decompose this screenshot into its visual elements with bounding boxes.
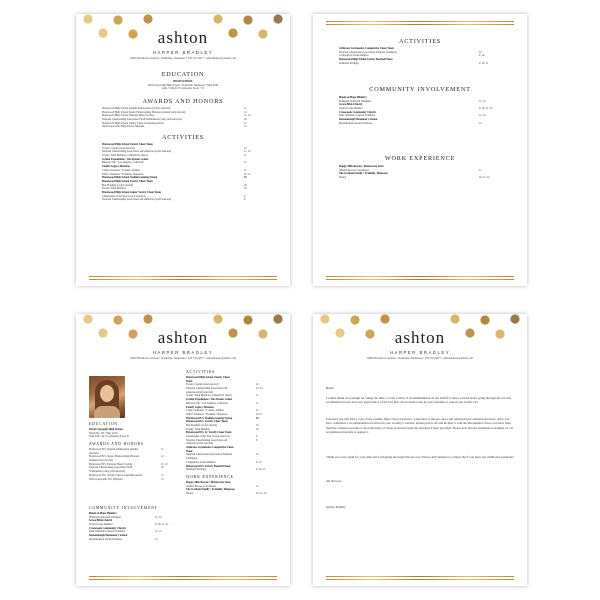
line-text: Grace Bible Church	[339, 103, 363, 107]
letter-name: ashton	[394, 328, 446, 347]
grade-years: 11	[161, 473, 164, 477]
line-text: Crossroads Community Church	[89, 526, 126, 530]
line-text: GPA • 3.96 ACT Composite Score • 31	[162, 87, 204, 91]
line-text: Brentwood H.S. Jr. Varsity Cheer Team	[186, 431, 232, 435]
grade-years: 10, 11	[244, 172, 251, 176]
line-text: Kids Children's Church Volunteer	[89, 530, 126, 534]
letter-signature: Ashton Bradley	[326, 505, 346, 509]
grade-years: 10	[256, 453, 259, 457]
line-text: Brentwood H.S. Varsity Cheer Team	[186, 420, 228, 424]
grade-years: 11	[244, 161, 247, 165]
gold-dot	[273, 314, 282, 323]
line-text: National Cheerleading Association Staff	[89, 466, 133, 470]
grade-years: 10	[244, 176, 247, 180]
gold-dot	[350, 315, 359, 324]
resume-page-2	[313, 14, 527, 286]
gold-dot	[143, 14, 152, 23]
line-text: Brentwood High School Varsity Cheer	[186, 376, 230, 379]
line-text: Ben Franklin (coach elected)	[102, 183, 134, 187]
line-text: Brentwood High School Stadium Seating Strong	[102, 176, 158, 180]
gold-dot	[510, 314, 519, 323]
line-text: Varsity Captain (team elected)	[102, 146, 135, 150]
education-title: EDUCATION	[89, 422, 118, 426]
grade-years: 9, 10, 11, 12	[155, 523, 169, 527]
list-line	[186, 468, 278, 472]
line-text: Hands of Hope Ministry	[89, 512, 117, 515]
line-text: National Cheerleading Association Staff Nomination (camp staff selected)	[102, 118, 182, 122]
grade-years: 11, 12	[155, 530, 162, 534]
resume-name: ashton	[157, 328, 209, 347]
line-text: Brentwood H.S. Stadium Seating Strong	[186, 416, 233, 420]
grade-years: 10, 11, 12	[256, 492, 267, 496]
grade-years: 10	[256, 423, 259, 427]
line-text: Youth Group Member	[89, 523, 113, 527]
line-text: Nanny	[186, 492, 194, 496]
community-list	[339, 96, 509, 126]
gold-rule	[89, 276, 277, 277]
letter-greeting: Hello!	[326, 386, 335, 390]
gold-dot	[213, 14, 222, 23]
awards-list	[89, 448, 185, 481]
line-text: David Lipscomb High School • Nashville, Tennessee • May 2016	[147, 83, 219, 87]
activities-list	[339, 47, 509, 65]
grade-years: 10	[244, 118, 247, 122]
grade-years: 12	[256, 383, 259, 387]
line-text: Brentwood High School Varsity Cheer Leadership Award	[102, 121, 164, 125]
line-text: Brentwood High School Varsity Cheer Team	[102, 143, 153, 146]
gold-rule	[326, 24, 514, 25]
line-text: Team	[186, 449, 193, 453]
grade-years: 12	[244, 125, 247, 129]
line-text: American (staff selected)	[186, 390, 214, 394]
line-text: Brentwood H.S. Varsity Baseball Team	[186, 464, 231, 468]
line-text: Brentwood H.S. Student Ambassador (faculty	[89, 448, 139, 451]
grade-years: 11, 12	[479, 114, 486, 118]
education-lines	[89, 428, 185, 439]
line-text: Jordan Expeditions • Life Dream Center	[102, 157, 149, 161]
line-text: Brentwood H.S. National Honor Society	[89, 462, 133, 466]
cover-letter-page	[313, 314, 527, 586]
line-text: Achievers Gymnastics Competitive Cheer	[186, 446, 234, 450]
line-text: Nanny	[339, 176, 347, 180]
grade-years: 11	[244, 107, 247, 110]
grade-years: 11	[256, 409, 259, 413]
awards-title: AWARDS AND HONORS	[89, 442, 144, 446]
grade-years: 10, 11	[256, 412, 263, 416]
line-text: Reclaim Read Aloud Volunteer	[89, 537, 123, 541]
grade-years: 12	[479, 121, 482, 125]
line-text: Nomination (camp staff selected)	[89, 470, 125, 474]
gold-dot	[380, 314, 389, 323]
line-text: David Lipscomb H.S. Diploma	[89, 477, 123, 481]
line-text: Achievers Gymnastics Competitive Cheer Team	[339, 47, 394, 50]
gold-dot	[480, 315, 489, 324]
awards-title: AWARDS AND HONORS	[142, 98, 224, 105]
grade-years: 11	[244, 168, 247, 172]
activities-title: ACTIVITIES	[161, 134, 205, 141]
gold-dot	[113, 15, 122, 24]
line-text: Hands of Hope Ministry	[339, 96, 367, 99]
line-text: The Graham Family • Franklin, Tennessee	[186, 488, 235, 492]
line-text: Rockenbaugh Elementary School	[89, 534, 128, 538]
line-text: selected)	[89, 451, 99, 455]
line-text: Animal Rescue Coordinator	[339, 168, 370, 172]
grade-years: 11, 12	[479, 99, 486, 103]
grade-years: 10	[244, 187, 247, 191]
line-text: National Cheerleader Association National Champion	[339, 50, 397, 54]
grade-years: 12	[244, 146, 247, 150]
gold-rule	[89, 279, 277, 280]
grade-years: 11	[256, 394, 259, 398]
activities-title: ACTIVITIES	[186, 370, 215, 374]
grade-years: 11	[161, 448, 164, 451]
list-line	[89, 538, 185, 542]
line-text: GPA 3.96 • ACT Composite Score 31	[89, 435, 130, 439]
line-text: David Lipscomb High School	[89, 428, 123, 431]
grade-years: 9	[244, 198, 246, 202]
activities-list	[186, 376, 278, 472]
resume-subname: HARPER BRADLEY	[152, 350, 214, 355]
line-text: Brentwood High School Junior Varsity Cheer Team	[102, 190, 161, 194]
list-line	[76, 87, 290, 91]
resume-page-3	[76, 314, 290, 586]
grade-years: 12	[161, 477, 164, 481]
gold-rule	[326, 579, 514, 580]
line-text: Team	[186, 379, 193, 383]
line-text: Animal Rescue Coordinator	[186, 484, 217, 488]
profile-photo	[89, 376, 125, 418]
line-text: David Lipscomb High School Diploma	[102, 125, 145, 129]
line-text: Diamond Darlings	[339, 61, 359, 65]
line-text: Office Volunteer • Franklin, Tennessee	[102, 172, 144, 176]
line-text: Nashville, TN • May 2016	[89, 431, 118, 435]
list-line	[339, 176, 509, 180]
grade-years: 10	[256, 416, 259, 420]
gold-dot	[243, 315, 252, 324]
resume-page-1	[76, 14, 290, 286]
line-text: American (staff selected)	[186, 442, 214, 446]
resume-address: 2096 Hawthorne Avenue • Nashville, Tennessee • 615.555.5677 • ashtonharper@email.com	[130, 356, 236, 360]
grade-years: 9	[244, 194, 246, 198]
line-text: National Cheerleading Association All	[186, 387, 228, 391]
line-text: Brentwood High School Varsity Baseball Team	[339, 58, 393, 62]
gold-dot	[273, 14, 282, 23]
activities-list	[102, 143, 272, 202]
line-text: Mission Trip • Los Angeles, California	[186, 401, 228, 405]
work-list	[186, 481, 278, 496]
letter-paragraph-3: Thank you once again for your time and for helping me begin this process. Please don't hesitate to contact me if you have any additional questions!	[326, 455, 514, 459]
line-text: Champion	[186, 457, 198, 461]
line-text: Youth Group Member	[339, 107, 363, 111]
grade-years: 10	[161, 466, 164, 470]
grade-years: 11, 12	[155, 515, 162, 519]
line-text: Rockenbaugh Elementary School	[339, 118, 378, 122]
line-text: Brentwood High School Student Ambassador (faculty selected)	[102, 107, 171, 110]
grade-years: 9, 10, 11, 12	[479, 107, 493, 111]
gold-dot	[83, 14, 92, 23]
awards-list	[102, 107, 272, 129]
line-text: Reclaim Read Aloud Volunteer	[339, 121, 373, 125]
line-text: Brentwood High School Varsity Cheer Team	[102, 179, 153, 183]
letter-subname: HARPER BRADLEY	[389, 350, 451, 355]
letter-closing: All the best,	[326, 479, 342, 483]
grade-years: 12	[161, 455, 164, 459]
line-text: Varsity Team Member (competitive cheer)	[102, 154, 148, 158]
line-text: Jordan Expeditions • Life Dream Center	[186, 398, 233, 402]
community-title: COMMUNITY INVOLVEMENT	[89, 506, 158, 510]
grade-years: 12	[244, 110, 247, 114]
letter-paragraph-2: Enclosed you will find a copy of my resume, high school transcript, a selection of photos, and a self addressed pre-stamped envelope. After you have completed a recommendation form from your sorority's website, please print it off and include it with the information I have provided, then mail the completed packet to the University of Texas at Austin using the envelope I have provided. Please note that the submission deadline for all recruitment materials is August 1.	[326, 417, 513, 435]
resume-name: ashton	[157, 28, 209, 47]
gold-dot	[243, 15, 252, 24]
list-line	[89, 435, 185, 439]
line-text: Office Volunteer • Franklin, Tennessee	[186, 412, 228, 416]
grade-years: 11	[244, 154, 247, 158]
grade-years: 11	[244, 121, 247, 125]
grade-years: 11, 12	[256, 387, 263, 391]
line-text: Cheerleader of the Year (coach selected)	[186, 435, 230, 438]
letter-address: 2096 Hawthorne Avenue • Nashville, Tennessee • 615.555.5677 • ashtonharper@email.com	[367, 356, 473, 360]
line-text: Varsity Captain (team elected)	[186, 383, 219, 387]
list-line	[89, 478, 185, 482]
line-text: Homeless Outreach Volunteer	[89, 515, 122, 519]
line-text: Varsity Team Member (competitive cheer)	[186, 394, 232, 398]
gold-dot	[113, 315, 122, 324]
education-lines	[76, 80, 290, 91]
grade-years: 9, 10, 11	[479, 61, 489, 65]
grade-years: 11, 12	[244, 114, 251, 118]
line-text: Brentwood High School Senior Homecoming Princess (student body elected)	[102, 110, 186, 114]
line-text: National Cheerleader Association National	[186, 453, 233, 457]
line-text: Crossroads Community Church	[339, 110, 376, 114]
resume-subname: HARPER BRADLEY	[152, 50, 214, 55]
list-line	[339, 62, 509, 66]
grade-years: 11	[479, 168, 482, 172]
grade-years: 9, 10	[479, 54, 485, 58]
line-text: Brentwood H.S. Varsity Cheer Leadership Award	[89, 473, 142, 477]
grade-years: 11, 12	[161, 462, 168, 466]
grade-years: 9	[256, 438, 258, 442]
work-title: WORK EXPERIENCE	[384, 155, 456, 162]
community-title: COMMUNITY INVOLVEMENT	[369, 86, 471, 93]
line-text: Cheerleader of the Year (coach selected)	[102, 194, 146, 198]
line-text: Ben Franklin (coach elected)	[186, 423, 218, 427]
work-list	[339, 165, 509, 180]
community-list	[89, 512, 185, 542]
line-text: Family Legacy Missions	[102, 165, 130, 169]
line-text: Competitive Team Member	[186, 460, 216, 464]
line-text: Diamond Darlings	[186, 468, 206, 472]
gold-rule	[89, 576, 277, 577]
line-text: Varsity Team Member	[186, 427, 210, 431]
gold-rule	[326, 21, 514, 22]
grade-years: 10, 11, 12	[479, 176, 490, 180]
list-line	[186, 492, 278, 496]
grade-years: 10	[256, 427, 259, 431]
line-text: Brentwood High School National Honor Society	[102, 114, 155, 118]
line-text: Kids Children's Church Volunteer	[339, 114, 376, 118]
line-text: Grace Bible Church	[89, 519, 113, 523]
line-text: National Cheerleading Association All American (staff selected)	[102, 150, 172, 154]
list-line	[102, 125, 272, 129]
line-text: Happy Hills Rescue • Brentwood, Tenn	[339, 165, 384, 168]
gold-dot	[83, 314, 92, 323]
gold-dot	[320, 314, 329, 323]
line-text: Camp Counselor • Lusaka, Zambia	[186, 409, 224, 413]
line-text: Happy Hills Rescue • Brentwood, Tenn	[186, 481, 231, 484]
line-text: Family Legacy Missions	[186, 405, 214, 409]
grade-years: 11	[256, 401, 259, 405]
grade-years: 9	[256, 435, 258, 438]
line-text: National Cheerleading Association All American (staff selected)	[102, 198, 172, 202]
grade-years: 10	[244, 183, 247, 187]
gold-rule	[326, 576, 514, 577]
gold-rule	[326, 276, 514, 277]
letter-paragraph-1: I cannot thank you enough for taking the time to write a letter of recommendation on my behalf! I am so excited about going through the sorority recruitment process and very appreciative of the fact that you've made room in your schedule to support me in this way.	[326, 396, 512, 405]
gold-rule	[89, 579, 277, 580]
line-text: Mission Trip • Los Angeles, California	[102, 161, 144, 165]
line-text: National Cheerleading Association All	[186, 438, 228, 442]
line-text: The Graham Family • Franklin, Tennessee	[339, 172, 388, 176]
line-text: Brentwood H.S. Senior Homecoming Princess	[89, 455, 140, 459]
resume-address: 2096 Hawthorne Avenue • Nashville, Tennessee • 615.555.5677 • ashtonharper@email.com	[130, 56, 236, 60]
grade-years: 9, 10, 11	[256, 468, 266, 472]
gold-rule	[326, 279, 514, 280]
grade-years: 12	[155, 537, 158, 541]
gold-dot	[450, 314, 459, 323]
education-title: EDUCATION	[161, 71, 205, 78]
list-line	[339, 122, 509, 126]
gold-dot	[213, 314, 222, 323]
grade-years: 10	[479, 50, 482, 54]
line-text: Competitive Team Member	[339, 54, 369, 58]
line-text: Varsity Team Member	[102, 187, 126, 191]
work-title: WORK EXPERIENCE	[186, 475, 234, 479]
grade-years: 9, 10	[256, 460, 262, 464]
line-text: Camp Counselor • Lusaka, Zambia	[102, 168, 140, 172]
grade-years: 11	[256, 484, 259, 488]
grade-years: 11, 12	[244, 150, 251, 154]
line-text: Homeless Outreach Volunteer	[339, 99, 372, 103]
line-text: HIGH SCHOOL	[173, 80, 193, 83]
gold-dot	[143, 314, 152, 323]
list-line	[102, 198, 272, 202]
line-text: (student body elected)	[89, 459, 113, 463]
activities-title: ACTIVITIES	[398, 38, 442, 45]
